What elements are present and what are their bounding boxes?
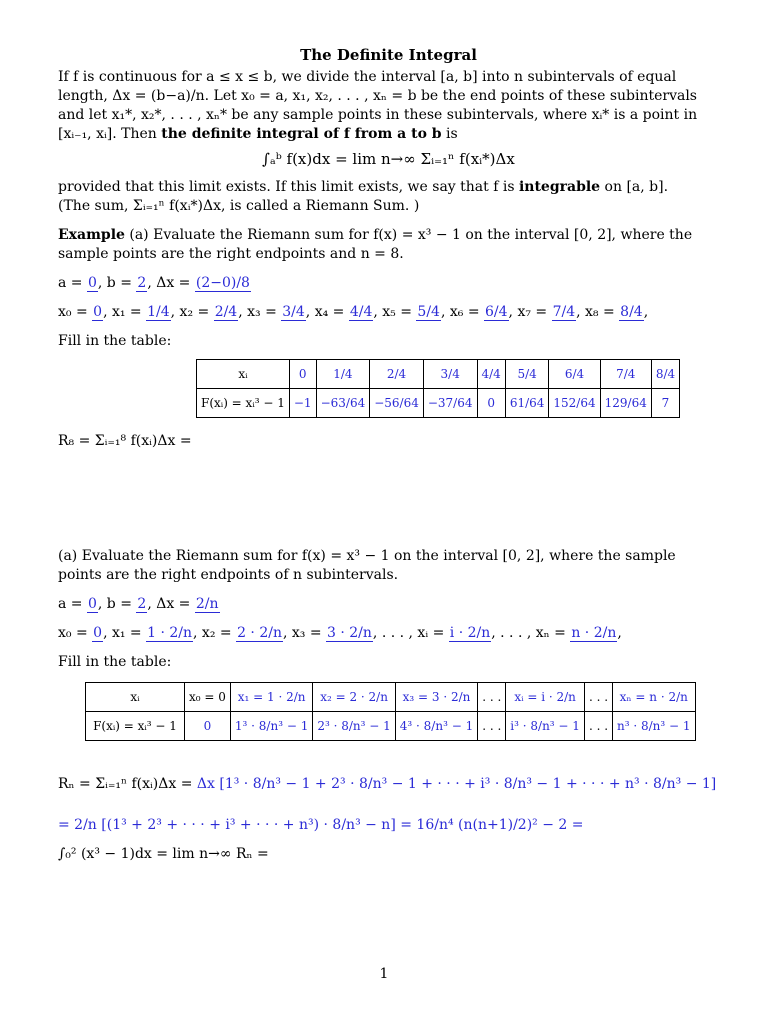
page-title: The Definite Integral — [300, 46, 477, 64]
integrable-term: integrable — [518, 179, 601, 195]
table-cell: 5/4 — [505, 360, 549, 389]
integrable-text: provided that this limit exists. If this limit exists, we say that f is — [58, 179, 515, 195]
table-cell: 8/4 — [651, 360, 679, 389]
table-cell: i³ · 8/n³ − 1 — [506, 712, 585, 741]
table-header-cell: xᵢ — [197, 360, 290, 389]
table-cell: 7 — [651, 389, 679, 418]
table-cell: 152/64 — [549, 389, 600, 418]
table-cell: 3/4 — [423, 360, 477, 389]
x-label: x₁ = — [111, 625, 147, 641]
table-row — [86, 683, 696, 712]
table-row — [197, 360, 680, 389]
example1-text: (a) Evaluate the Riemann sum for f(x) = x³ − 1 on the interval [0, 2], where the sample points are the right endpoints and n = 8. — [58, 227, 693, 262]
x-label: , . . . , xₙ = — [491, 625, 571, 641]
x-label: x₃ = — [247, 304, 282, 320]
intro-paragraph — [58, 68, 719, 144]
example1-sample-points: x₀ = 0, x₁ = 1/4, x₂ = 2/4, x₃ = 3/4, x₄ = 4/4, x₅ = 5/4, x₆ = 6/4, x₇ = 7/4, x₈ = 8/4, — [58, 304, 649, 320]
example2-params — [58, 595, 719, 614]
table-cell: 2³ · 8/n³ − 1 — [313, 712, 395, 741]
example-heading: Example — [58, 227, 125, 243]
param-a-label: a = — [58, 275, 87, 291]
intro-text: If f is continuous for a ≤ x ≤ b, we divide the interval [a, b] into n subintervals of equal length, Δx = (b−a)/n. Let x₀ = a, x₁, x₂, . . . , xₙ = b be the end points of these subintervals and let x₁*, x₂*, . . . , xₙ* be any sample points in these subintervals, where xᵢ* is a point in [xᵢ₋₁, xᵢ]. Then — [58, 69, 698, 142]
table-cell: 6/4 — [549, 360, 600, 389]
integral-limit-expression: ∫₀² (x³ − 1)dx = lim n→∞ Rₙ = — [58, 846, 269, 862]
x-label: x₅ = — [382, 304, 417, 320]
table-cell: 4³ · 8/n³ − 1 — [395, 712, 477, 741]
rn-label: Rₙ = Σᵢ₌₁ⁿ f(xᵢ)Δx = — [58, 776, 197, 792]
example1-params — [58, 274, 719, 293]
table-cell: −56/64 — [370, 389, 424, 418]
x-label: x₆ = — [449, 304, 484, 320]
page-number: 1 — [379, 966, 389, 982]
x-value: 2 · 2/n — [237, 625, 282, 641]
table-cell: 1/4 — [316, 360, 370, 389]
table-cell: x₂ = 2 · 2/n — [313, 683, 395, 712]
table-cell: xₙ = n · 2/n — [613, 683, 696, 712]
x-label: x₈ = — [585, 304, 620, 320]
example1-fill-instruction: Fill in the table: — [58, 333, 172, 349]
table-cell: −37/64 — [423, 389, 477, 418]
example2-fill-instruction: Fill in the table: — [58, 654, 172, 670]
table-cell: 4/4 — [477, 360, 505, 389]
table-cell: 0 — [477, 389, 505, 418]
x-label: x₀ = — [58, 304, 93, 320]
x-label: x₀ = — [58, 625, 93, 641]
param-dx-value: 2/n — [195, 596, 219, 612]
table-cell: 2/4 — [370, 360, 424, 389]
table-cell: . . . — [584, 683, 612, 712]
rn-expression — [58, 775, 719, 794]
table-header-cell: F(xᵢ) = xᵢ³ − 1 — [197, 389, 290, 418]
x-value: 4/4 — [349, 304, 373, 320]
x-value: 1/4 — [147, 304, 170, 320]
table-cell: x₃ = 3 · 2/n — [395, 683, 477, 712]
x-value: 0 — [93, 304, 103, 320]
table-cell: 61/64 — [505, 389, 549, 418]
x-value: 3 · 2/n — [327, 625, 372, 641]
table-cell: 0 — [289, 360, 316, 389]
table-cell: −1 — [289, 389, 316, 418]
x-label: x₂ = — [201, 625, 237, 641]
table-cell: −63/64 — [316, 389, 370, 418]
param-dx-value: (2−0)/8 — [195, 275, 250, 291]
table-cell: 0 — [185, 712, 231, 741]
definite-integral-definition: ∫ₐᵇ f(x)dx = lim n→∞ Σᵢ₌₁ⁿ f(xᵢ*)Δx — [262, 150, 515, 168]
param-a-value: 0 — [87, 596, 97, 612]
table-cell: . . . — [478, 712, 506, 741]
x-label: x₃ = — [291, 625, 327, 641]
table-cell: xᵢ = i · 2/n — [506, 683, 585, 712]
example2-statement: (a) Evaluate the Riemann sum for f(x) = x³ − 1 on the interval [0, 2], where the sample points are the right endpoints of n subintervals. — [58, 548, 676, 583]
x-label: x₁ = — [111, 304, 147, 320]
x-label: x₇ = — [517, 304, 552, 320]
param-b-label: , b = — [97, 596, 137, 612]
x-label: x₄ = — [314, 304, 349, 320]
x-value: 6/4 — [485, 304, 508, 320]
example1-table — [196, 359, 680, 418]
table-cell: 129/64 — [600, 389, 651, 418]
rn-value: Δx [1³ · 8/n³ − 1 + 2³ · 8/n³ − 1 + · · · + i³ · 8/n³ − 1 + · · · + n³ · 8/n³ − 1] — [196, 776, 717, 792]
table-cell: . . . — [584, 712, 612, 741]
integrable-paragraph — [58, 178, 719, 197]
document-page — [58, 46, 719, 864]
x-value: 8/4 — [620, 304, 643, 320]
table-cell: x₁ = 1 · 2/n — [230, 683, 312, 712]
intro-text-end: is — [446, 126, 458, 142]
example1-statement — [58, 226, 719, 264]
x-value: i · 2/n — [449, 625, 491, 641]
table-row — [197, 389, 680, 418]
param-b-value: 2 — [137, 275, 147, 291]
table-cell: . . . — [478, 683, 506, 712]
x-label: x₂ = — [179, 304, 214, 320]
x-value: 2/4 — [214, 304, 238, 320]
table-row — [86, 712, 696, 741]
x-label: , . . . , xᵢ = — [372, 625, 449, 641]
param-b-label: , b = — [97, 275, 137, 291]
table-cell: n³ · 8/n³ − 1 — [613, 712, 696, 741]
r8-expression: R₈ = Σᵢ₌₁⁸ f(xᵢ)Δx = — [58, 433, 192, 449]
table-cell: 1³ · 8/n³ − 1 — [230, 712, 312, 741]
x-value: 3/4 — [282, 304, 305, 320]
riemann-sum-note: (The sum, Σᵢ₌₁ⁿ f(xᵢ*)Δx, is called a Riemann Sum. ) — [58, 198, 420, 214]
param-a-label: a = — [58, 596, 87, 612]
x-value: 7/4 — [552, 304, 576, 320]
table-header-cell: F(xᵢ) = xᵢ³ − 1 — [86, 712, 185, 741]
example2-table — [85, 682, 696, 741]
table-cell: x₀ = 0 — [185, 683, 231, 712]
param-b-value: 2 — [137, 596, 147, 612]
x-value: n · 2/n — [571, 625, 617, 641]
work-space — [58, 451, 719, 547]
x-value: 5/4 — [417, 304, 440, 320]
x-value: 0 — [93, 625, 103, 641]
x-value: 1 · 2/n — [147, 625, 193, 641]
param-a-value: 0 — [87, 275, 97, 291]
param-dx-label: , Δx = — [147, 596, 195, 612]
example2-sample-points: x₀ = 0, x₁ = 1 · 2/n, x₂ = 2 · 2/n, x₃ = 3 · 2/n, . . . , xᵢ = i · 2/n, . . . , xₙ = n · 2/n, — [58, 625, 622, 641]
intro-bold-term: the definite integral of f from a to b — [161, 126, 442, 142]
integrable-text-end: on [a, b]. — [604, 179, 669, 195]
table-cell: 7/4 — [600, 360, 651, 389]
param-dx-label: , Δx = — [147, 275, 195, 291]
rn-simplification: = 2/n [(1³ + 2³ + · · · + i³ + · · · + n³) · 8/n³ − n] = 16/n⁴ (n(n+1)/2)² − 2 = — [58, 817, 584, 833]
table-header-cell: xᵢ — [86, 683, 185, 712]
